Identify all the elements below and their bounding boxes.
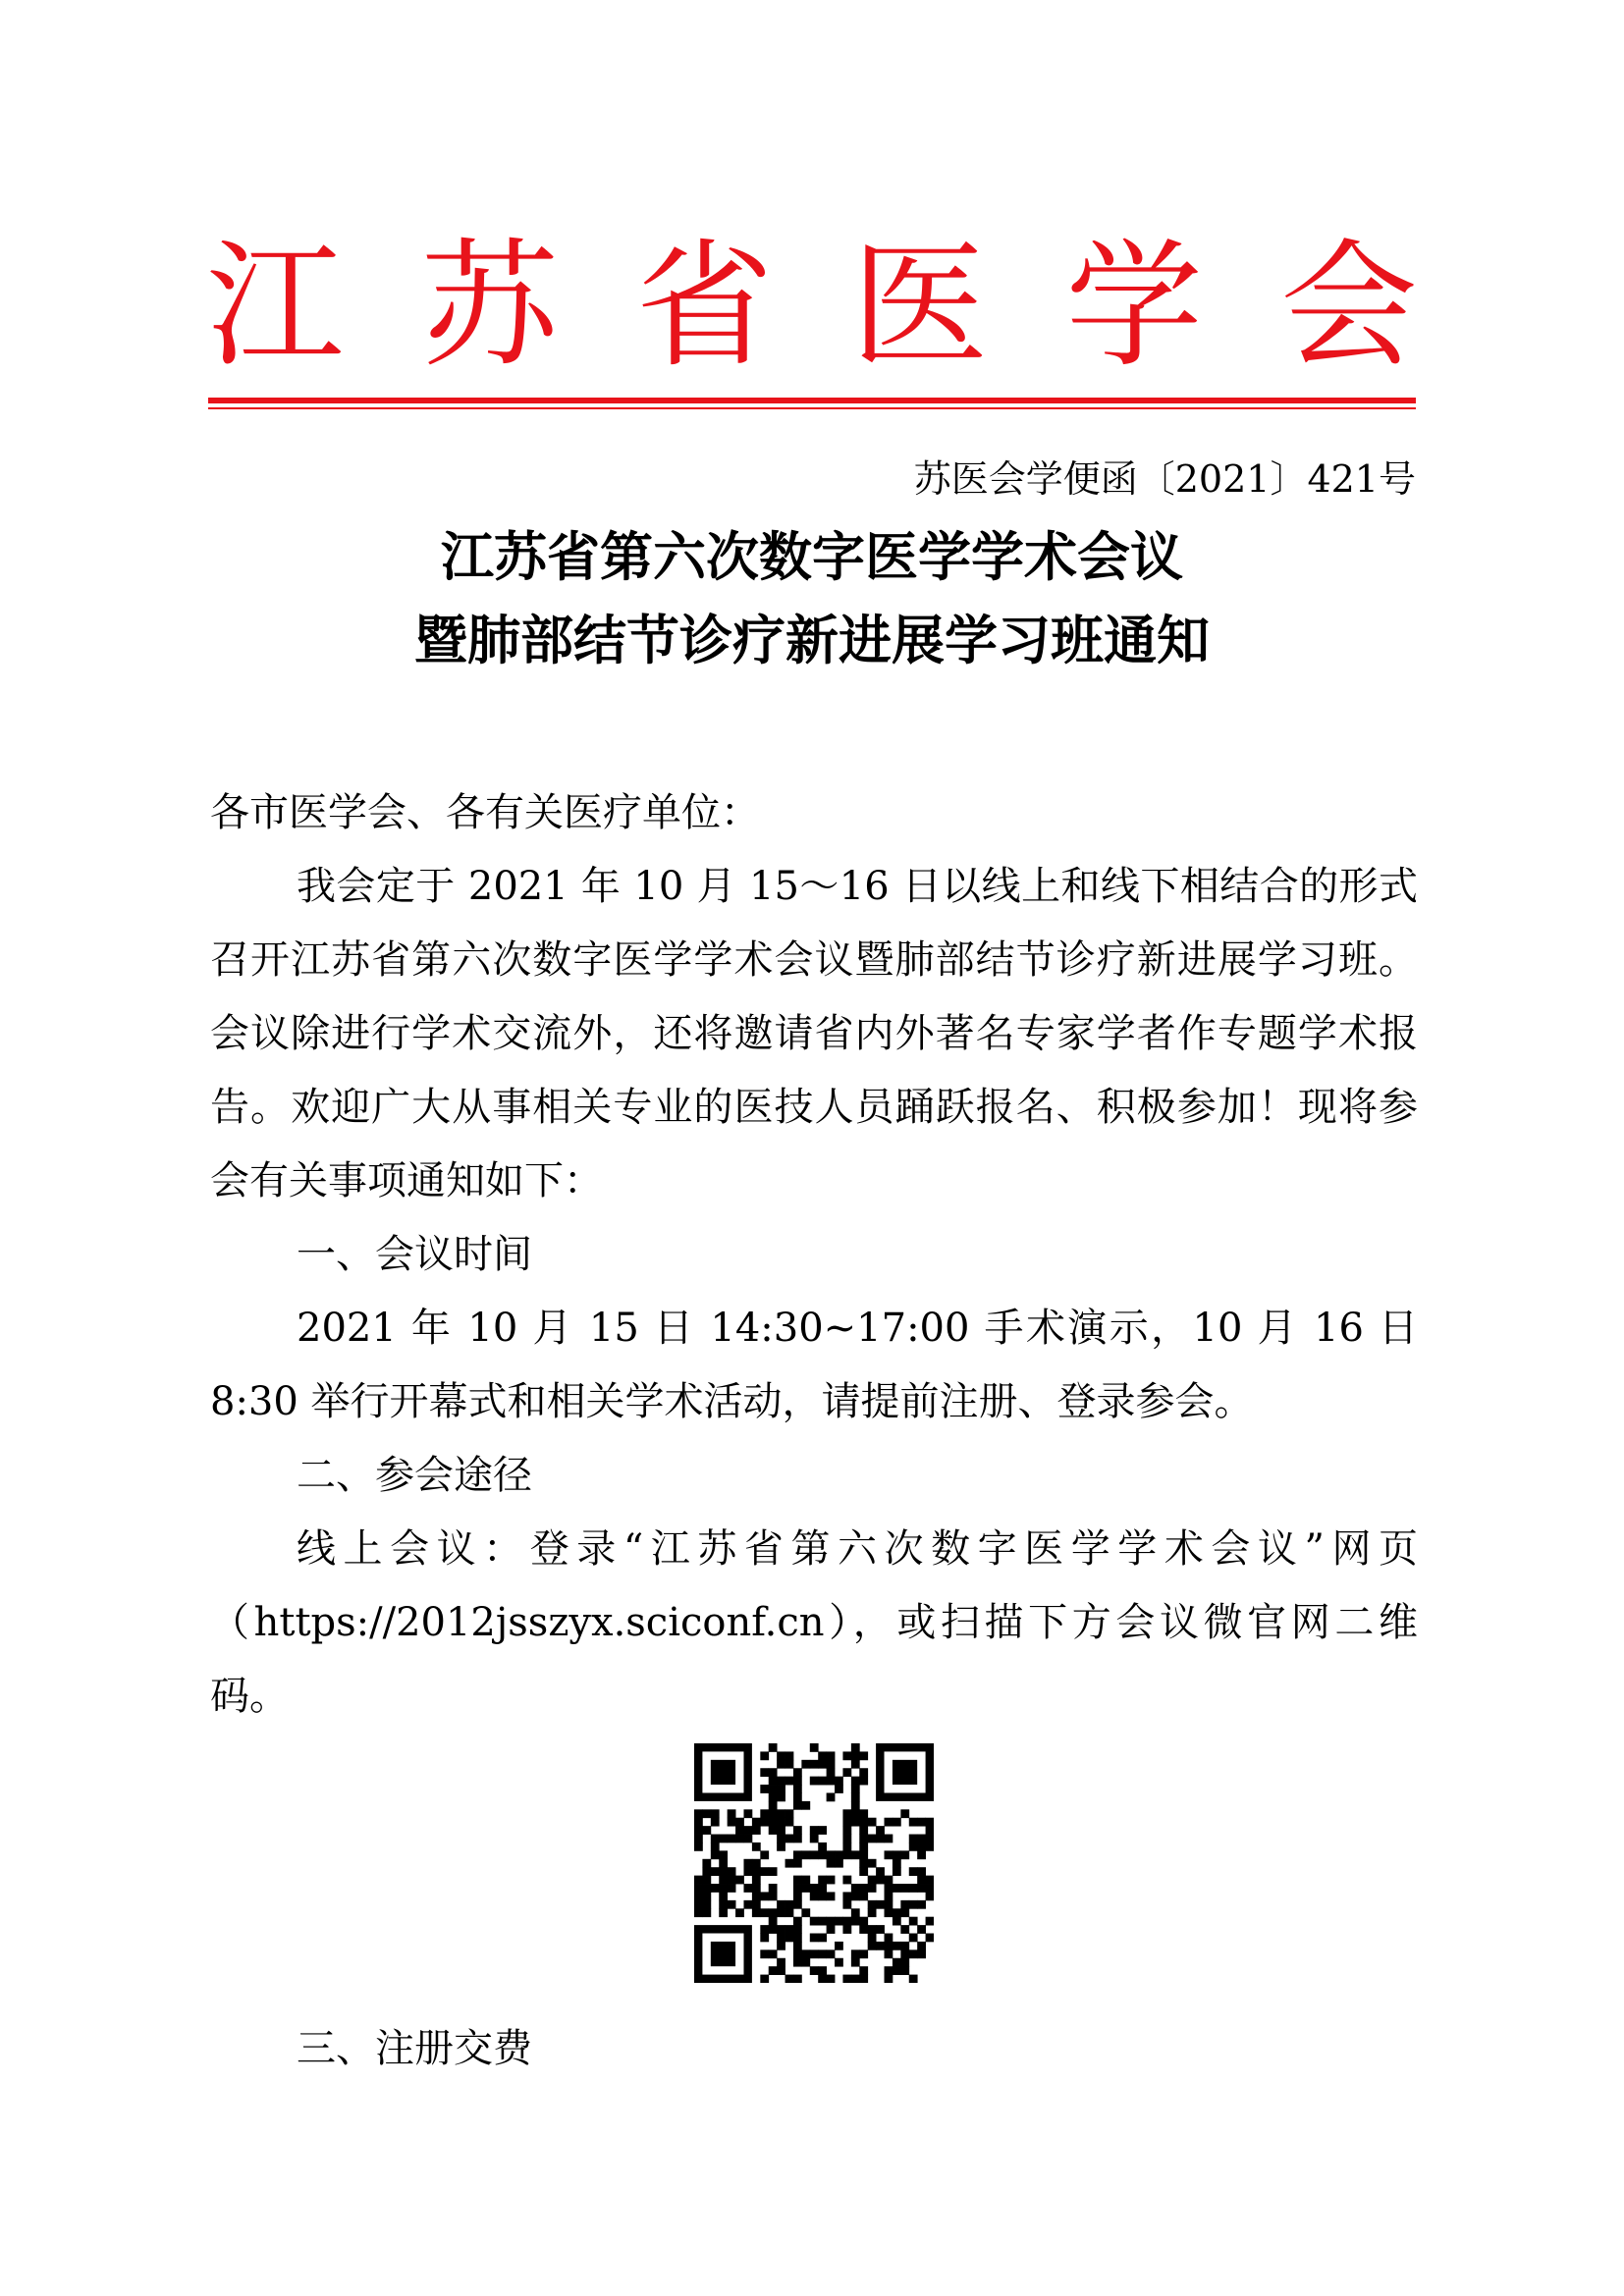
letterhead-char: 学 [1065, 227, 1204, 387]
letterhead-char: 苏 [420, 227, 559, 387]
letterhead-rule-thick [208, 398, 1416, 403]
document-title-line1: 江苏省第六次数字医学学术会议 [441, 525, 1183, 588]
letterhead [206, 227, 1418, 387]
qr-code-graphic [694, 1743, 934, 1983]
intro-paragraph: 我会定于 2021 年 10 月 15～16 日以线上和线下相结合的形式召开江苏省第六次数字医学学术会议暨肺部结节诊疗新进展学习班。会议除进行学术交流外，还将邀请省内外著名专家学者作专题学术报告。欢迎广大从事相关专业的医技人员踊跃报名、积极参加！现将参会有关事项通知如下： [210, 864, 1418, 1203]
salutation: 各市医学会、各有关医疗单位： [210, 790, 760, 835]
document-body [210, 776, 1418, 2086]
letterhead-rule-thin [208, 407, 1416, 409]
letterhead-char: 省 [635, 227, 774, 387]
section2-heading: 二、参会途径 [297, 1453, 532, 1498]
document-title-line2: 暨肺部结节诊疗新进展学习班通知 [414, 609, 1210, 671]
document-number: 苏医会学便函〔2021〕421号 [913, 457, 1416, 501]
letterhead-char: 医 [850, 227, 989, 387]
letterhead-char: 江 [206, 227, 345, 387]
letterhead-char: 会 [1279, 227, 1418, 387]
section1-heading: 一、会议时间 [297, 1232, 532, 1277]
section3-heading: 三、注册交费 [297, 2026, 532, 2071]
section1-paragraph: 2021 年 10 月 15 日 14:30~17:00 手术演示，10 月 16 日 8:30 举行开幕式和相关学术活动，请提前注册、登录参会。 [210, 1306, 1418, 1424]
section2-paragraph: 线上会议：登录“江苏省第六次数字医学学术会议”网页（https://2012jsszyx.sciconf.cn），或扫描下方会议微官网二维码。 [210, 1526, 1418, 1719]
qr-code-icon[interactable] [694, 1743, 934, 1983]
